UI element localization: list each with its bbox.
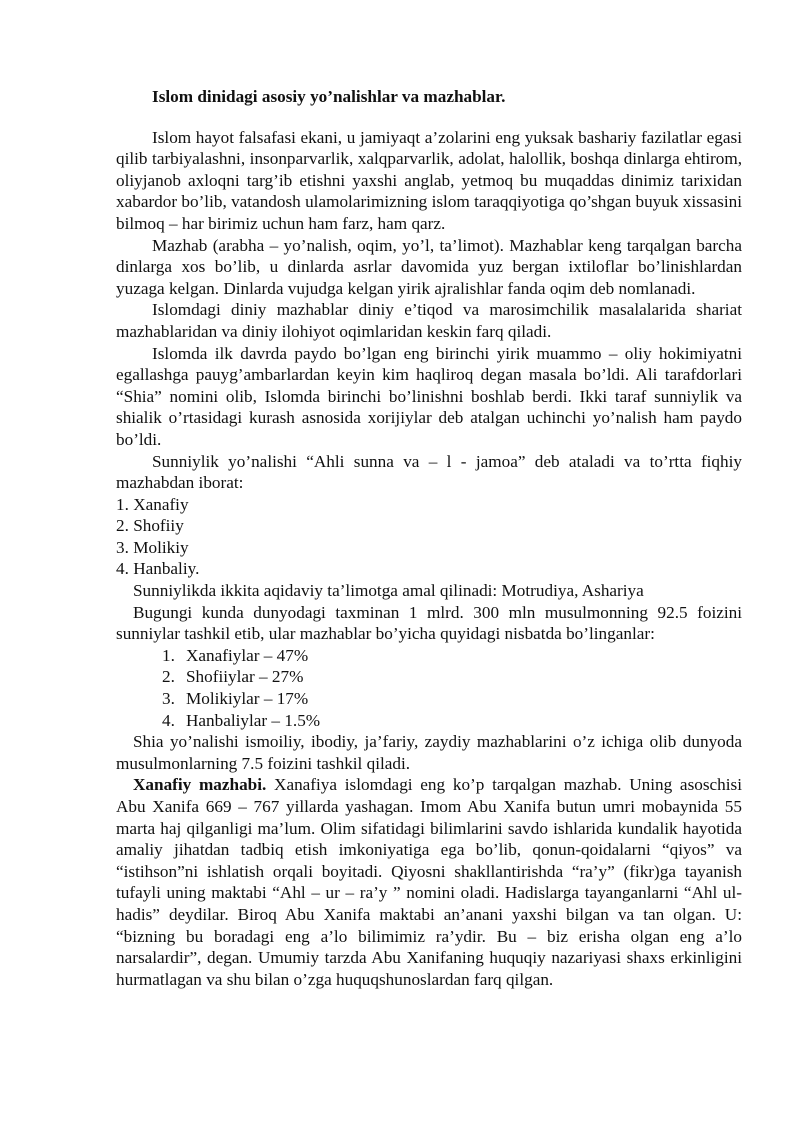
list-item bbox=[116, 688, 742, 710]
hanafi-text: Xanafiya islomdagi eng ko’p tarqalgan mazhab. Uning asoschisi Abu Xanifa 669 – 767 yillarda yashagan. Imom Abu Xanifa butun umri mobaynida 55 marta haj qilganligi ma’lum. Olim sifatidagi bilimlarini savdo ishlarida kundalik hayotida amaliy jihatdan tadbiq etish imkoniyatiga ega bo’lib, qonun-qoidalarni “qiyos” va “istihson”ni ishlatish orqali boyitadi. Qiyosni shakllantirishda “ra’y” (fikr)ga tayanish tufayli uning maktabi “Ahl – ur – ra’y ” nomini oladi. Hadislarga tayanganlarni “Ahl ul-hadis” deydilar. Biroq Abu Xanifa maktabi an’anani yaxshi bilgan va tan olgan. U: “bizning bu boradagi eng a’lo bilimimiz ra’ydir. Bu – biz erisha olgan eng a’lo narsalardir”, degan. Umumiy tarzda Abu Xanifaning huquqiy nazariyasi shaxs erkinligini hurmatlagan va shu bilan o’zga huquqshunoslardan farq qilgan. bbox=[116, 775, 742, 989]
statistics-list bbox=[116, 645, 742, 731]
list-item: 4. Hanbaliy. bbox=[116, 559, 200, 579]
paragraph-aqida: Sunniylikda ikkita aqidaviy ta’limotga amal qilinadi: Motrudiya, Ashariya bbox=[133, 581, 644, 601]
paragraph-statistics-intro: Bugungi kunda dunyodagi taxminan 1 mlrd. 300 mln musulmonning 92.5 foizini sunniylar tashkil etib, ular mazhablar bo’yicha quyidagi nisbatda bo’linganlar: bbox=[116, 602, 742, 644]
list-item: 1. Xanafiy bbox=[116, 494, 189, 514]
paragraph-sunni-intro: Sunniylik yo’nalishi “Ahli sunna va – l - jamoa” deb ataladi va to’rtta fiqhiy mazhabdan iborat: bbox=[116, 451, 742, 493]
list-text: Molikiylar – 17% bbox=[186, 689, 309, 709]
list-number: 1. bbox=[162, 645, 175, 665]
paragraph-islamic-mazhabs: Islomdagi diniy mazhablar diniy e’tiqod va marosimchilik masalalarida shariat mazhablaridan va diniy ilohiyot oqimlaridan keskin farq qiladi. bbox=[116, 300, 742, 341]
list-number: 3. bbox=[162, 689, 175, 709]
paragraph-hanafi bbox=[116, 774, 742, 990]
list-item bbox=[116, 710, 742, 732]
hanafi-heading: Xanafiy mazhabi. bbox=[133, 775, 267, 795]
list-item: 3. Molikiy bbox=[116, 537, 189, 557]
document-title: Islom dinidagi asosiy yo’nalishlar va mazhablar. bbox=[152, 87, 506, 106]
paragraph-first-division: Islomda ilk davrda paydo bo’lgan eng birinchi yirik muammo – oliy hokimiyatni egallashga pauyg’ambarlardan keyin kim haqliroq degan masala bo’ldi. Ali tarafdorlari “Shia” nomini olib, Islomda birinchi bo’linishni boshlab berdi. Ikki taraf sunniylik va shialik o’rtasidagi kurash asnosida xorijiylar deb atalgan uchinchi yo’nalish ham paydo bo’ldi. bbox=[116, 343, 742, 449]
list-number: 4. bbox=[162, 710, 175, 730]
paragraph-shia: Shia yo’nalishi ismoiliy, ibodiy, ja’fariy, zaydiy mazhablarini o’z ichiga olib dunyoda musulmonlarning 7.5 foizini tashkil qiladi. bbox=[116, 732, 742, 773]
list-item bbox=[116, 645, 742, 667]
list-item: 2. Shofiiy bbox=[116, 516, 184, 536]
list-item bbox=[116, 666, 742, 688]
madhhab-list bbox=[116, 494, 742, 580]
list-text: Hanbaliylar – 1.5% bbox=[186, 710, 321, 730]
list-text: Shofiiylar – 27% bbox=[186, 667, 304, 687]
paragraph-islam-philosophy: Islom hayot falsafasi ekani, u jamiyaqt a’zolarini eng yuksak bashariy fazilatlar egasi qilib tarbiyalashni, insonparvarlik, xalqparvarlik, adolat, halollik, boshqa dinlarga ehtirom, oliyjanob axloqni targ’ib etishni yaxshi anglab, yetmoq bu muqaddas dinimiz tarixidan xabardor bo’lib, vatandosh ulamolarimizning islom taraqqiyotiga qo’shgan buyuk xissasini bilmoq – har birimiz uchun ham farz, ham qarz. bbox=[116, 127, 742, 233]
paragraph-mazhab-definition: Mazhab (arabha – yo’nalish, oqim, yo’l, ta’limot). Mazhablar keng tarqalgan barcha dinlarga xos bo’lib, u dinlarda asrlar davomida yuz bergan ixtiloflar bo’linishlardan yuzaga kelgan. Dinlarda vujudga kelgan yirik ajralishlar fanda oqim deb nomlanadi. bbox=[116, 235, 742, 298]
document-page bbox=[116, 86, 742, 990]
list-number: 2. bbox=[162, 667, 175, 687]
list-text: Xanafiylar – 47% bbox=[186, 645, 309, 665]
